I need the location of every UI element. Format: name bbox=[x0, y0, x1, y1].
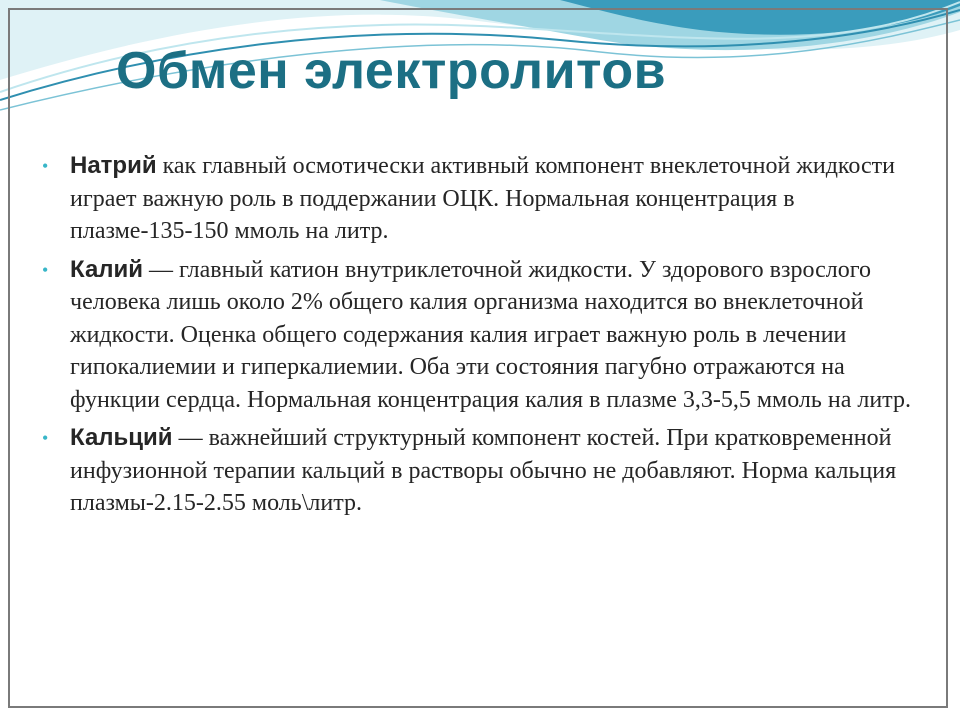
bullet-item-potassium bbox=[38, 254, 918, 417]
item-text-potassium: — главный катион внутриклеточной жидкости. У здорового взрослого человека лишь около 2% общего калия организма находится во внеклеточной жидкости. Оценка общего содержания калия играет важную роль в лечении гипокалиемии и гиперкалиемии. Оба эти состояния пагубно отражаются на функции сердца. Нормальная концентрация калия в плазме 3,3-5,5 ммоль на литр. bbox=[70, 256, 911, 413]
item-text-calcium: — важнейший структурный компонент костей. При кратковременной инфузионной терапии кальций в растворы обычно не добавляют. Норма кальция плазмы-2.15-2.55 моль\литр. bbox=[70, 425, 897, 516]
bullet-item-calcium bbox=[38, 422, 918, 520]
bullet-list bbox=[38, 150, 918, 526]
bullet-dot-icon: • bbox=[42, 428, 49, 448]
slide-title: Обмен электролитов bbox=[116, 42, 667, 100]
term-sodium: Натрий bbox=[70, 152, 157, 179]
item-text-sodium: как главный осмотически активный компонент внеклеточной жидкости играет важную роль в поддержании ОЦК. Нормальная концентрация в плазме-135-150 ммоль на литр. bbox=[70, 153, 895, 244]
term-potassium: Калий bbox=[70, 255, 144, 283]
term-calcium: Кальций bbox=[70, 424, 173, 451]
bullet-item-sodium bbox=[38, 150, 918, 248]
bullet-dot-icon: • bbox=[42, 156, 49, 176]
bullet-dot-icon: • bbox=[42, 259, 49, 280]
